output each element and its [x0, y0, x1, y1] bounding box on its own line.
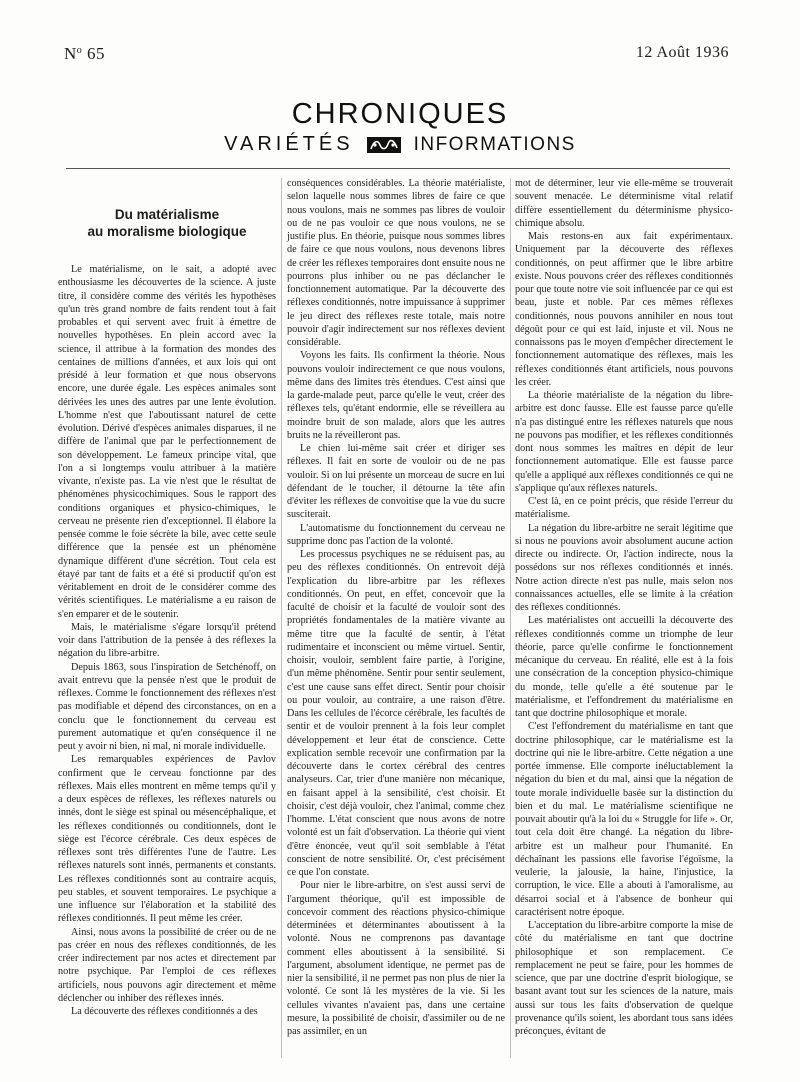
- paragraph: Mais, le matérialisme s'égare lorsqu'il prétend voir dans l'attribution de la pensée à des réflexes la négation du libre-arbitre.: [58, 621, 276, 660]
- paragraph: L'acceptation du libre-arbitre comporte la mise de côté du matérialisme en tant que doctrine philosophique et son remplacement. Ce remplacement ne peut se faire, pour les hommes de science, que par une doctrine d'esprit biologique, se basant avant tout sur les sciences de la nature, mais aussi sur tous les faits d'observation de quelque provenance qu'ils soient, les abordant tous sans idées préconçues, évitant de: [515, 920, 733, 1037]
- issue-date: 12 Août 1936: [635, 44, 729, 61]
- paragraph: La négation du libre-arbitre ne serait légitime que si nous ne pouvions avoir absolument aucune action directe ou indirecte. Or, l'action indirecte, nous la possédons sur nos réflexes conditionnés et innés. Notre action directe n'est pas nulle, mais selon nos connaissances actuelles, elle se limite à la création des réflexes conditionnés.: [515, 522, 733, 613]
- issue-number: $N^o$ 65: [64, 44, 106, 63]
- paragraph: Ainsi, nous avons la possibilité de créer ou de ne pas créer en nous des réflexes conditionnés, de les créer indirectement par nos actes et directement par notre psychique. Par l'emploi de ces réflexes artificiels, nous pouvons agir directement et même déclencher ou inhiber des réflexes innés.: [58, 926, 276, 1004]
- column-1: [58, 263, 276, 1018]
- column-2: [287, 177, 505, 1038]
- masthead-rule: [66, 168, 730, 169]
- paragraph: Depuis 1863, sous l'inspiration de Setchénoff, on avait entrevu que la pensée n'est que le produit de réflexes. Comme le fonctionnement des réflexes n'est pas modifiable et dépend des circonstances, on en a conclu que le fonctionnement du cerveau est purement automatique et qu'en conséquence il ne peut y avoir ni bien, ni mal, ni morale individuelle.: [58, 661, 276, 752]
- paragraph: La découverte des réflexes conditionnés a des: [71, 1006, 258, 1017]
- masthead-left: VARIÉTÉS: [224, 133, 354, 155]
- paragraph: C'est là, en ce point précis, que réside l'erreur du matérialisme.: [515, 496, 733, 521]
- article-title: Du matérialisme au moralisme biologique: [87, 207, 247, 239]
- paragraph: Les processus psychiques ne se réduisent pas, au peu des réflexes conditionnés. On entrevoit déjà l'explication du libre-arbitre par les réflexes conditionnés. On peut, en effet, concevoir que la faculté de choisir et la faculté de vouloir sont des propriétés fondamentales de la matière vivante au même titre que la faculté de sentir, à l'état rudimentaire et inconscient ou même virtuel. Sentir, choisir, vouloir, semblent faire partie, à l'origine, d'un même phénomène. Sentir pour sentir seulement, c'est une cause sans effet direct. Sentir pour choisir ou pour vouloir, au contraire, a une raison d'être. Dans les cellules de l'écorce cérébrale, les facultés de sentir et de vouloir prennent à la fois leur complet développement et leur état de conscience. Cette explication semble recevoir une confirmation par la découverte dans le cortex cérébral des centres analyseurs. Car, trier d'une manière non mécanique, en faisant appel à la sensibilité, c'est choisir. Et choisir, c'est déjà vouloir, chez l'animal, comme chez l'homme. L'état conscient que nous avons de notre volonté est un fait d'observation. La théorie qui vient d'être énoncée, veut qu'il soit semblable à l'état conscient de notre sensibilité. Or, c'est précisément ce que l'on constate.: [287, 549, 505, 878]
- ornament-icon: [366, 136, 402, 154]
- paragraph: Le chien lui-même sait créer et diriger ses réflexes. Il fait en sorte de vouloir ou de ne pas vouloir. Si on lui présente un morceau de sucre en lui défendant de le toucher, il détourne la tête afin d'éviter les réflexes de convoitise que la vue du sucre susciterait.: [287, 443, 505, 521]
- paragraph: Les remarquables expériences de Pavlov confirment que le cerveau fonctionne par des réflexes. Mais elles montrent en même temps qu'il y a deux espèces de réflexes, les réflexes naturels ou innés, dont le siège est spinal ou mésencéphalique, et les réflexes conditionnés ou conditionnels, dont le siège est l'écorce cérébrale. Ces deux espèces de réflexes sont très différentes l'une de l'autre. Les réflexes naturels sont innés, permanents et constants. Les réflexes conditionnés sont au contraire acquis, peu stables, et souvent temporaires. Le psychique a une influence sur l'élaboration et la stabilité des réflexes conditionnés. Il peut même les créer.: [58, 754, 276, 925]
- paragraph: Le matérialisme, on le sait, a adopté avec enthousiasme les découvertes de la science. A juste titre, il considère comme des vérités les hypothèses qu'un très grand nombre de faits rendent tout à fait probables et qui servent avec fruit à émettre de nouvelles hypothèses. En plein accord avec la science, il attribue à la formation des mondes des centaines de millions d'années, et aux lois qui ont présidé à leur formation et que nous observons encore, une durée égale. Les espèces animales sont dérivées les unes des autres par une lente évolution. L'homme n'est que l'aboutissant naturel de cette évolution. Dérivé d'espèces animales disparues, il ne diffère de l'animal que par le perfectionnement de son développement. Le fameux principe vital, que l'on a si longtemps voulu attribuer à la matière vivante, n'existe pas. La vie n'est que le résultat de phénomènes physicochimiques. Sous le rapport des conditions organiques et physico-chimiques, le cerveau ne présente rien d'exceptionnel. Il élabore la pensée comme le foie sécrète la bile, avec cette seule différence que la pensée est un phénomène dynamique différent d'une sécrétion. Tout cela est étayé par tant de faits et a été si productif qu'on est véritablement en droit de le considérer comme des vérités scientifiques. Le matérialisme a eu raison de s'en emparer et de le soutenir.: [58, 264, 276, 620]
- masthead-subtitle: [0, 133, 800, 156]
- paragraph: La théorie matérialiste de la négation du libre-arbitre est donc fausse. Elle est fausse parce qu'elle n'a pas distingué entre les réflexes naturels que nous ne pouvons pas modifier, et les réflexes conditionnés dont nous sommes les maîtres en dépit de leur fonctionnement automatique. Elle est fausse parce qu'elle a appliqué aux réflexes conditionnés ce qui ne s'applique qu'aux réflexes naturels.: [515, 390, 733, 494]
- paragraph: Mais restons-en aux fait expérimentaux. Uniquement par la découverte des réflexes conditionnés, on peut affirmer que le libre arbitre existe. Nous pouvons créer des réflexes conditionnés pour que toute notre vie soit influencée par ce qui est beau, juste et noble. Par ces mêmes réflexes conditionnés, nous pouvons annihiler en nous tout dégoût pour ce qui est laid, injuste et vil. Nous ne connaissons pas le moyen d'empêcher directement le fonctionnement automatique des réflexes, mais les réflexes conditionnés étant artificiels, nous pouvons les créer.: [515, 231, 733, 388]
- column-divider: [281, 178, 282, 1058]
- paragraph: Les matérialistes ont accueilli la découverte des réflexes conditionnés comme un triomphe de leur théorie, parce qu'elle confirme le fonctionnement mécanique du cerveau. En réalité, elle est à la fois une consécration de la conception physico-chimique du monde, telle qu'elle a été soutenue par le matérialisme, et l'effondrement du matérialisme en tant que doctrine philosophique et morale.: [515, 615, 733, 719]
- paragraph: mot de déterminer, leur vie elle-même se trouverait souvent menacée. Le déterminisme vital relatif diffère essentiellement du déterminisme physico-chimique absolu.: [515, 178, 733, 229]
- paragraph: conséquences considérables. La théorie matérialiste, selon laquelle nous sommes libres de faire ce que nous voulons, mais ne sommes pas libres de vouloir ou de ne pas vouloir ce que nous voulons, ne se justifie plus. En théorie, puisque nous sommes libres de faire ce que nous voulons, nous devenons libres de créer les réflexes temporaires dont ensuite nous ne pourrons plus inhiber ou ne pas déclancher le fonctionnement automatique. Par la découverte des réflexes conditionnés, notre impuissance à supprimer le jeu direct des réflexes reste totale, mais notre pouvoir d'agir indirectement sur nos réflexes devient considérable.: [287, 178, 505, 348]
- column-3: [515, 177, 733, 1038]
- paragraph: L'automatisme du fonctionnement du cerveau ne supprime donc pas l'action de la volonté.: [287, 522, 505, 547]
- paragraph: Voyons les faits. Ils confirment la théorie. Nous pouvons vouloir indirectement ce que nous voulons, même dans des limites très étendues. C'est ainsi que la garde-malade peut, parce qu'elle le veut, créer des réflexes tels, qu'étant endormie, elle se réveillera au moindre bruit de son malade, alors que les autres bruits ne la réveilleront pas.: [287, 350, 505, 441]
- masthead-title: CHRONIQUES: [291, 98, 509, 130]
- column-divider: [510, 178, 511, 1058]
- masthead-right: INFORMATIONS: [413, 133, 576, 155]
- paragraph: Pour nier le libre-arbitre, on s'est aussi servi de l'argument théorique, qu'il est impossible de concevoir comment des réactions physico-chimique déterminées et déterminantes aboutissent à la volonté. Nous ne comprenons pas davantage comment elles aboutissent à la sensibilité. Si l'argument, absolument identique, ne permet pas de nier la sensibilité, il ne permet pas non plus de nier la volonté. Ce sont là les mystères de la vie. Si les cellules vivantes n'avaient pas, dans une certaine mesure, la possibilité de choisir, d'assimiler ou de ne pas assimiler, en un: [287, 880, 505, 1037]
- paragraph: C'est l'effondrement du matérialisme en tant que doctrine philosophique, car le matérialisme est la doctrine qui nie le libre-arbitre. Cette négation a une portée immense. Elle comporte inéluctablement la négation du bien et du mal, ainsi que la négation de toute morale individuelle basée sur la distinction du bien et du mal. Le matérialisme scientifique ne pouvait aboutir qu'à la loi du « Struggle for life ». Or, tout cela doit être changé. La négation du libre-arbitre est un malheur pour l'humanité. En déchaînant les passions elle favorise l'égoïsme, la veulerie, la jalousie, la haine, l'injustice, la corruption, le vice. Elle a abouti à l'amoralisme, au désarroi social et à l'absence de bonheur qui caractérisent notre époque.: [515, 721, 733, 918]
